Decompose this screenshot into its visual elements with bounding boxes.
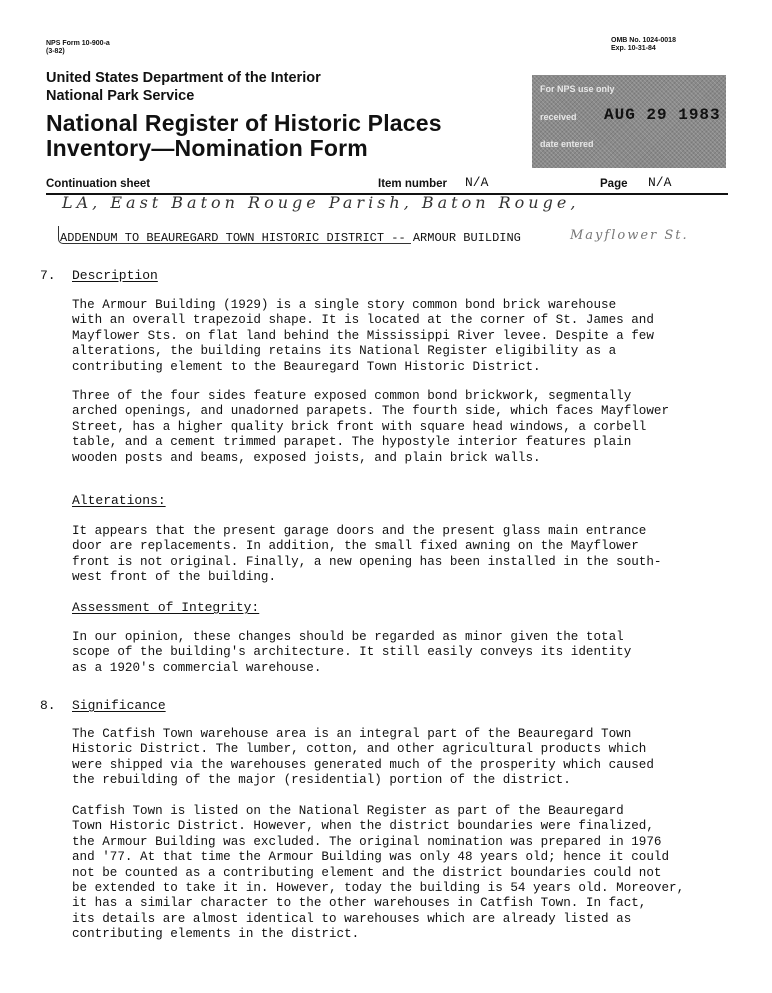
integrity-paragraph: In our opinion, these changes should be regarded as minor given the total scope of the building's architecture. It still easily conveys its identity as a 1920's commercial warehouse. (72, 630, 632, 675)
stamp-entered-label: date entered (540, 139, 594, 149)
form-code-revision: (3-82) (46, 48, 65, 55)
form-code (46, 40, 110, 56)
significance-heading: Significance (72, 698, 166, 713)
omb-expiration: Exp. 10-31-84 (611, 45, 656, 52)
addendum-title: ADDENDUM TO BEAUREGARD TOWN HISTORIC DISTRICT -- ARMOUR BUILDING (60, 231, 521, 245)
handwritten-location: LA, East Baton Rouge Parish, Baton Rouge, (62, 193, 580, 212)
description-paragraph-1: The Armour Building (1929) is a single story common bond brick warehouse with an overall trapezoid shape. It is located at the corner of St. James and Mayflower Sts. on flat land behind the Mississippi River levee. Despite a few alterations, the building retains its National Register eligibility as a contributing element to the Beauregard Town Historic District. (72, 298, 654, 374)
significance-paragraph-2: Catfish Town is listed on the National Register as part of the Beauregard Town Historic District. However, when the district boundaries were finalized, the Armour Building was excluded. The original nomination was prepared in 1976 and '77. At that time the Armour Building was only 48 years old; hence it could not be counted as a contributing element and the district boundaries could not be extended to take it in. However, today the building is 54 years old. Moreover, it has a similar character to the other warehouses in Catfish Town. In fact, its details are almost identical to warehouses which are already listed as contributing elements in the district. (72, 804, 685, 942)
description-heading: Description (72, 268, 158, 283)
omb-number: OMB No. 1024-0018 (611, 37, 676, 44)
page-value: N/A (648, 175, 672, 190)
stamp-received-label: received (540, 112, 577, 122)
significance-paragraph-1: The Catfish Town warehouse area is an integral part of the Beauregard Town Historic District. The lumber, cotton, and other agricultural products which were shipped via the warehouses generated much of the prosperity which caused the rebuilding of the major (residential) portion of the district. (72, 727, 654, 788)
item-number-label: Item number (378, 178, 448, 190)
department-name: United States Department of the Interior (46, 70, 321, 86)
description-paragraph-2: Three of the four sides feature exposed common bond brickwork, segmentally arched openings, and unadorned parapets. The fourth side, which faces Mayflower Street, has a higher quality brick front with square head windows, a corbell table, and a cement trimmed parapet. The hypostyle interior features plain wooden posts and beams, exposed joists, and plain brick walls. (72, 389, 670, 465)
description-section-number: 7. (40, 268, 56, 283)
stamp-received-date: AUG 29 1983 (604, 106, 721, 124)
alterations-paragraph: It appears that the present garage doors and the present glass main entrance door are replacements. In addition, the small fixed awning on the Mayflower front is not original. Finally, a new opening has been installed in the south- west front of the building. (72, 524, 662, 585)
service-name: National Park Service (46, 88, 195, 104)
form-title-line2: Inventory—Nomination Form (46, 135, 368, 161)
continuation-sheet-label: Continuation sheet (46, 178, 151, 190)
omb-info (611, 37, 676, 53)
integrity-heading: Assessment of Integrity: (72, 600, 260, 615)
alterations-heading: Alterations: (72, 493, 166, 508)
page-label: Page (600, 178, 628, 190)
item-number-value: N/A (465, 175, 489, 190)
significance-section-number: 8. (40, 698, 56, 713)
nps-use-stamp (532, 75, 726, 168)
form-code-number: NPS Form 10-900-a (46, 40, 110, 47)
form-title-line1: National Register of Historic Places (46, 110, 442, 136)
stamp-nps-use-label: For NPS use only (540, 84, 615, 94)
handwritten-street-note: Mayflower St. (570, 228, 689, 243)
